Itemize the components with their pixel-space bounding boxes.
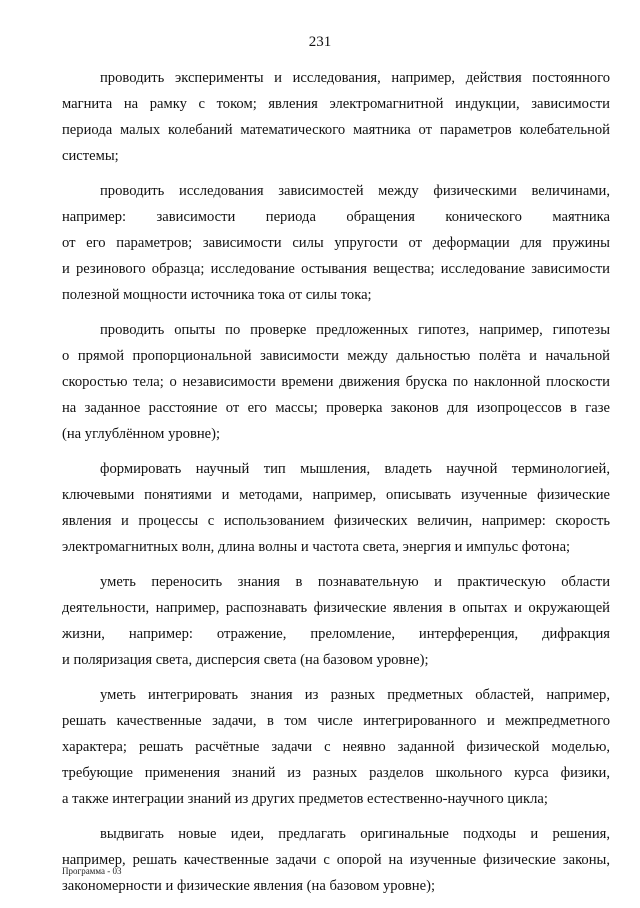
page-number: 231 xyxy=(308,34,332,50)
paragraph xyxy=(62,65,610,169)
text-line: а также интеграции знаний из других предметов естественно-научного цикла; xyxy=(62,791,548,807)
paragraph xyxy=(62,569,610,673)
text-line: на заданное расстояние от его массы; проверка законов для изопроцессов в газе xyxy=(62,400,610,416)
text-line: закономерности и физические явления (на базовом уровне); xyxy=(62,878,435,894)
text-line: уметь переносить знания в познавательную и практическую области xyxy=(100,574,610,590)
text-line: например: зависимости периода обращения конического маятника xyxy=(62,209,610,225)
paragraph xyxy=(62,317,610,447)
footer-label: Программа - 03 xyxy=(62,866,122,876)
text-line: явления и процессы с использованием физических величин, например: скорость xyxy=(62,513,610,529)
text-line: о прямой пропорциональной зависимости между дальностью полёта и начальной xyxy=(62,348,610,364)
paragraph xyxy=(62,456,610,560)
text-line: жизни, например: отражение, преломление, интерференция, дифракция xyxy=(62,626,610,642)
paragraph xyxy=(62,682,610,812)
text-line: деятельности, например, распознавать физические явления в опытах и окружающей xyxy=(62,600,610,616)
text-line: и резинового образца; исследование остывания вещества; исследование зависимости xyxy=(62,261,610,277)
body-text xyxy=(62,65,610,908)
text-line: системы; xyxy=(62,148,119,164)
text-line: периода малых колебаний математического маятника от параметров колебательной xyxy=(62,122,610,138)
text-line: от его параметров; зависимости силы упругости от деформации для пружины xyxy=(62,235,610,251)
text-line: характера; решать расчётные задачи с неявно заданной физической моделью, xyxy=(62,739,610,755)
text-line: магнита на рамку с током; явления электромагнитной индукции, зависимости xyxy=(62,96,610,112)
text-line: уметь интегрировать знания из разных предметных областей, например, xyxy=(100,687,610,703)
text-line: например, решать качественные задачи с опорой на изученные физические законы, xyxy=(62,852,610,868)
text-line: формировать научный тип мышления, владеть научной терминологией, xyxy=(100,461,610,477)
text-line: выдвигать новые идеи, предлагать оригинальные подходы и решения, xyxy=(100,826,610,842)
text-line: скоростью тела; о независимости времени движения бруска по наклонной плоскости xyxy=(62,374,610,390)
text-line: (на углублённом уровне); xyxy=(62,426,221,442)
text-line: решать качественные задачи, в том числе интегрированного и межпредметного xyxy=(62,713,610,729)
text-line: проводить эксперименты и исследования, например, действия постоянного xyxy=(100,70,610,86)
text-line: требующие применения знаний из разных разделов школьного курса физики, xyxy=(62,765,610,781)
text-line: ключевыми понятиями и методами, например, описывать изученные физические xyxy=(62,487,610,503)
text-line: и поляризация света, дисперсия света (на базовом уровне); xyxy=(62,652,429,668)
text-line: электромагнитных волн, длина волны и частота света, энергия и импульс фотона; xyxy=(62,539,571,555)
paragraph xyxy=(62,178,610,308)
text-line: проводить исследования зависимостей между физическими величинами, xyxy=(100,183,610,199)
text-line: проводить опыты по проверке предложенных гипотез, например, гипотезы xyxy=(100,322,610,338)
text-line: полезной мощности источника тока от силы тока; xyxy=(62,287,372,303)
paragraph xyxy=(62,821,610,899)
